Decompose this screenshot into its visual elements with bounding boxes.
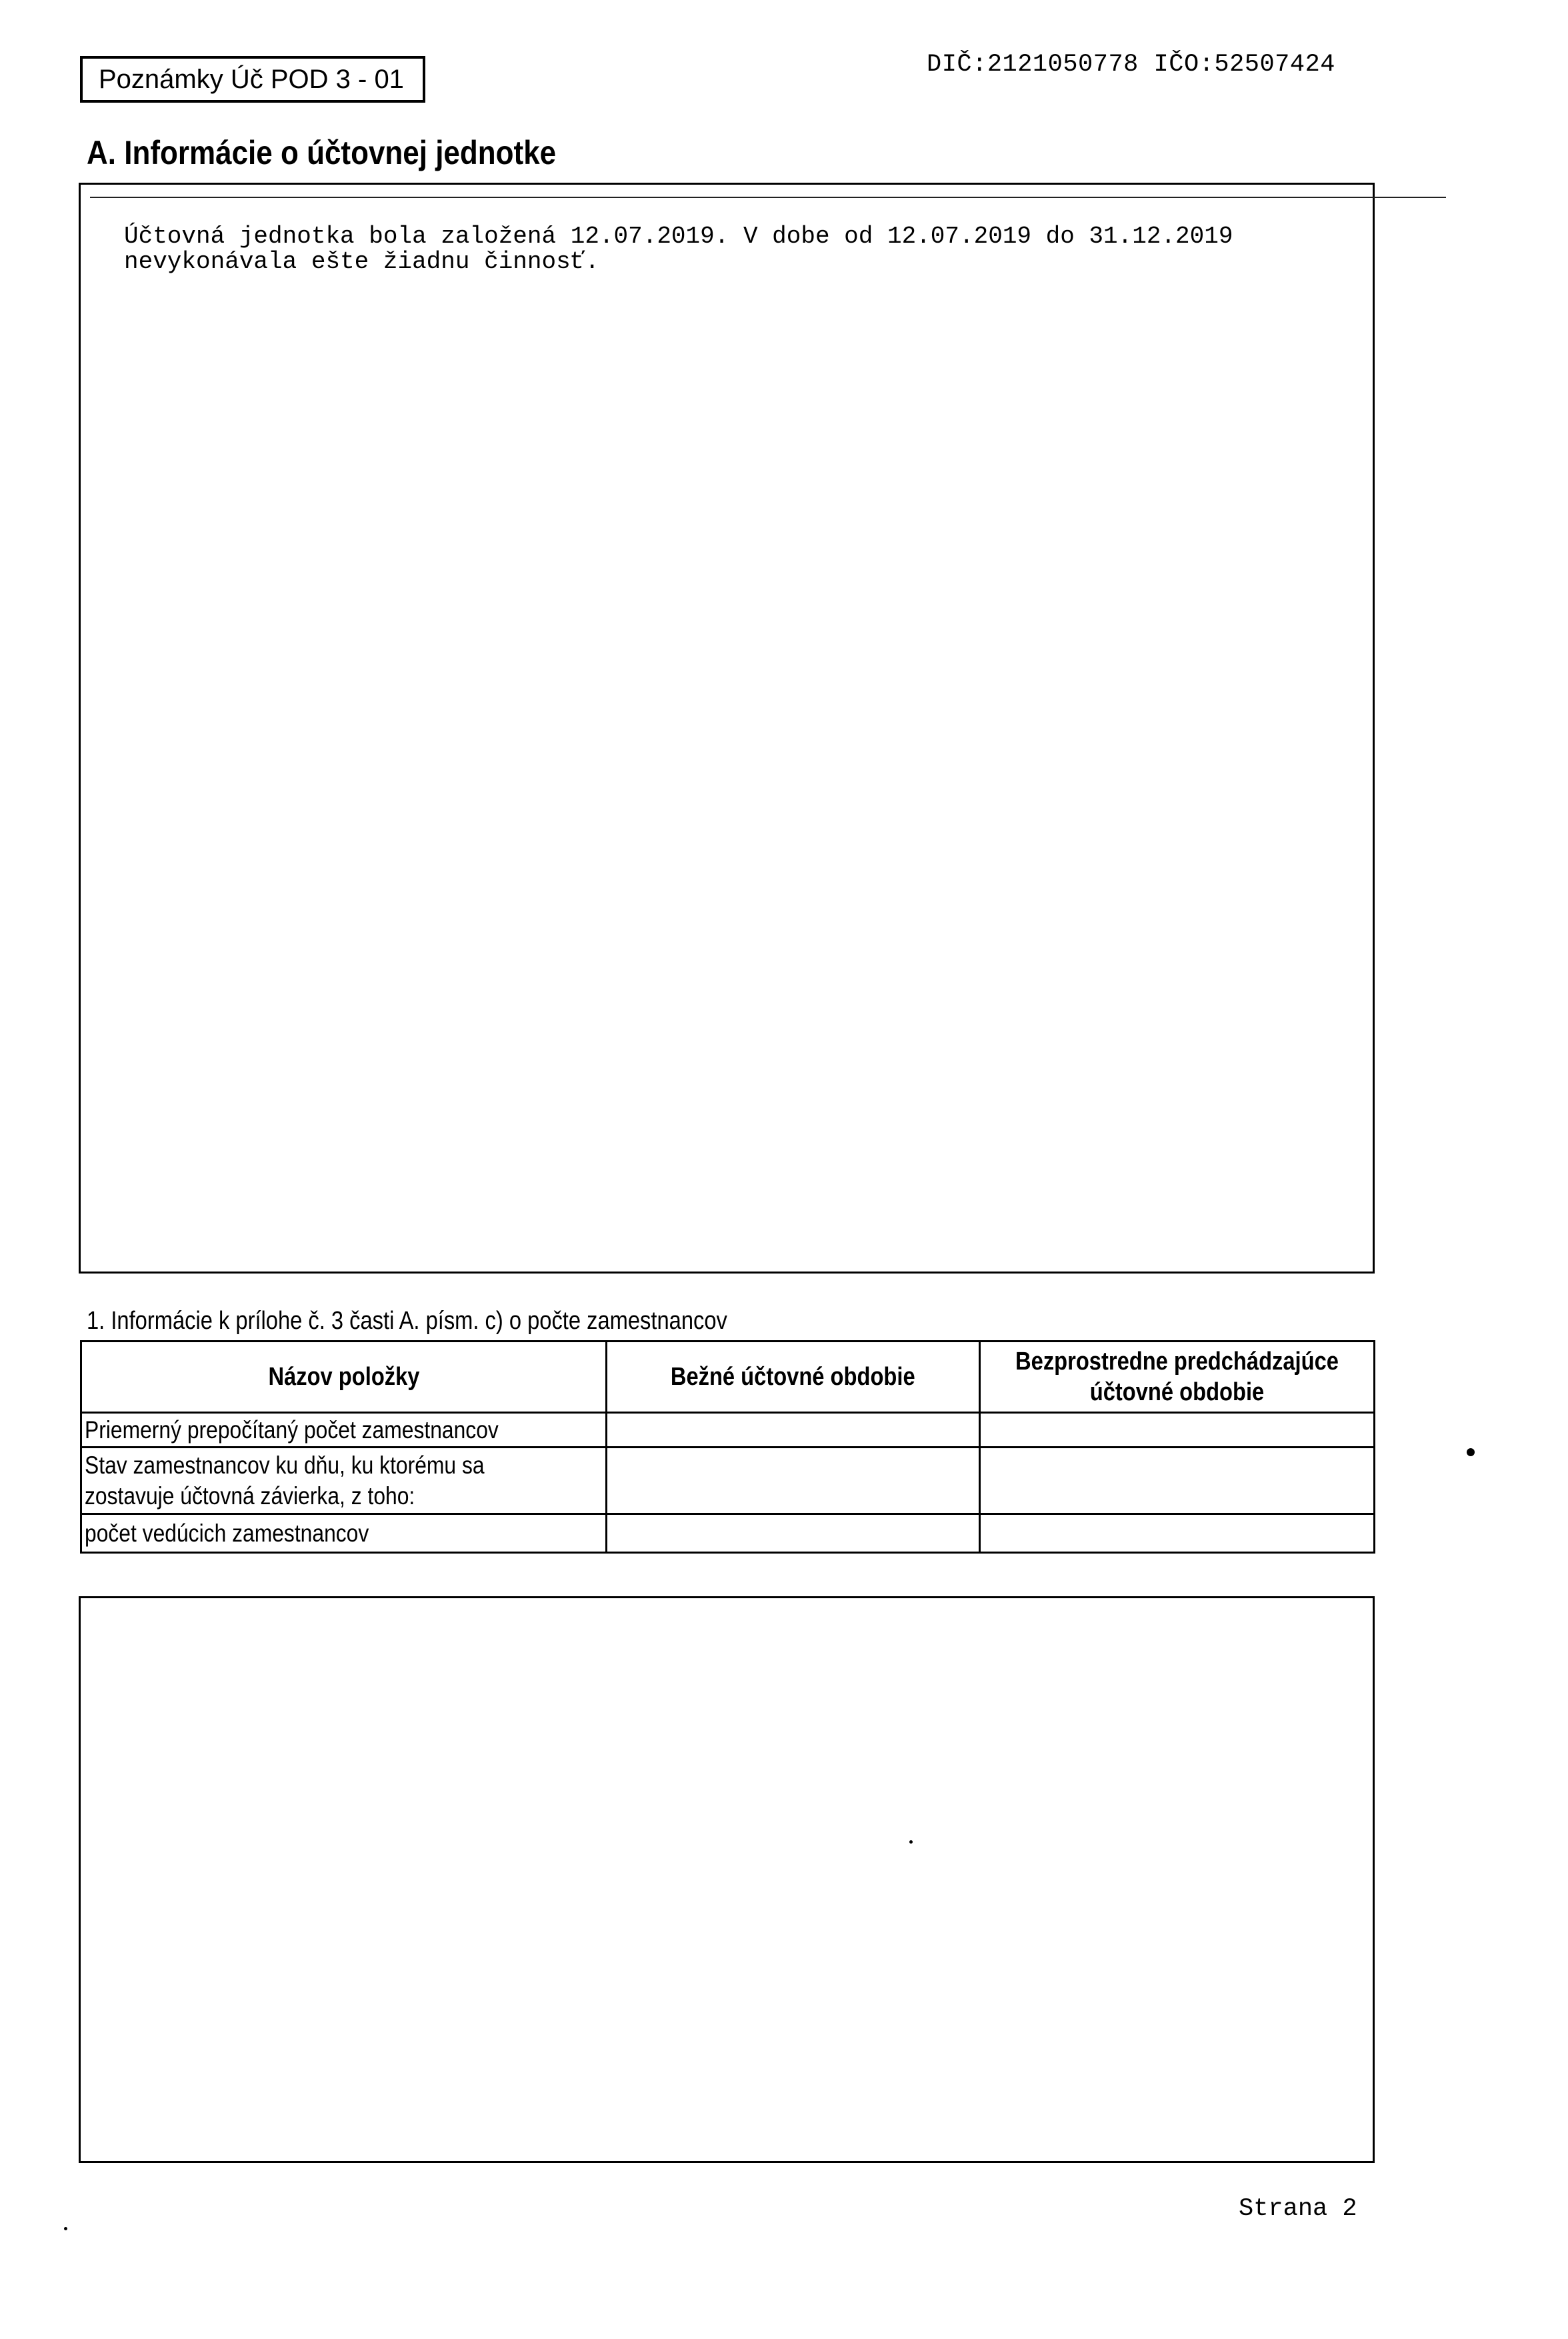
employees-section-title: 1. Informácie k prílohe č. 3 časti A. písm. c) o počte zamestnancov (87, 1307, 727, 1335)
section-a-text-line2: nevykonávala ešte žiadnu činnosť. (124, 248, 599, 275)
tax-ids: DIČ:2121050778 IČO:52507424 (927, 51, 1335, 79)
section-a-title: A. Informácie o účtovnej jednotke (87, 134, 557, 171)
row-label: Priemerný prepočítaný počet zamestnancov (81, 1413, 607, 1448)
row-current-value (607, 1448, 980, 1514)
row-label: Stav zamestnancov ku dňu, ku ktorému sa zostavuje účtovná závierka, z toho: (81, 1448, 607, 1514)
section-a-text-line1: Účtovná jednotka bola založená 12.07.2019. V dobe od 12.07.2019 do 31.12.2019 (124, 223, 1233, 250)
notes-empty-box (79, 1596, 1375, 2163)
table-row (81, 1514, 1375, 1553)
scan-speck (1467, 1448, 1475, 1456)
employees-table (80, 1340, 1375, 1554)
form-code-tag: Poznámky Úč POD 3 - 01 (80, 56, 425, 103)
section-a-text-box (79, 183, 1375, 1274)
row-label: počet vedúcich zamestnancov (81, 1514, 607, 1553)
row-current-value (607, 1413, 980, 1448)
scan-speck (64, 2227, 67, 2230)
header-current-period: Bežné účtovné obdobie (607, 1342, 980, 1413)
row-previous-value (980, 1448, 1375, 1514)
section-a-text (124, 224, 1233, 275)
page-number: Strana 2 (1239, 2195, 1357, 2223)
header-previous-period: Bezprostredne predchádzajúce účtovné obdobie (980, 1342, 1375, 1413)
table-header-row (81, 1342, 1375, 1413)
scan-speck (909, 1840, 913, 1844)
row-current-value (607, 1514, 980, 1553)
row-previous-value (980, 1514, 1375, 1553)
top-rule (90, 197, 1446, 198)
table-row (81, 1448, 1375, 1514)
row-previous-value (980, 1413, 1375, 1448)
header-item-name: Názov položky (81, 1342, 607, 1413)
table-row (81, 1413, 1375, 1448)
